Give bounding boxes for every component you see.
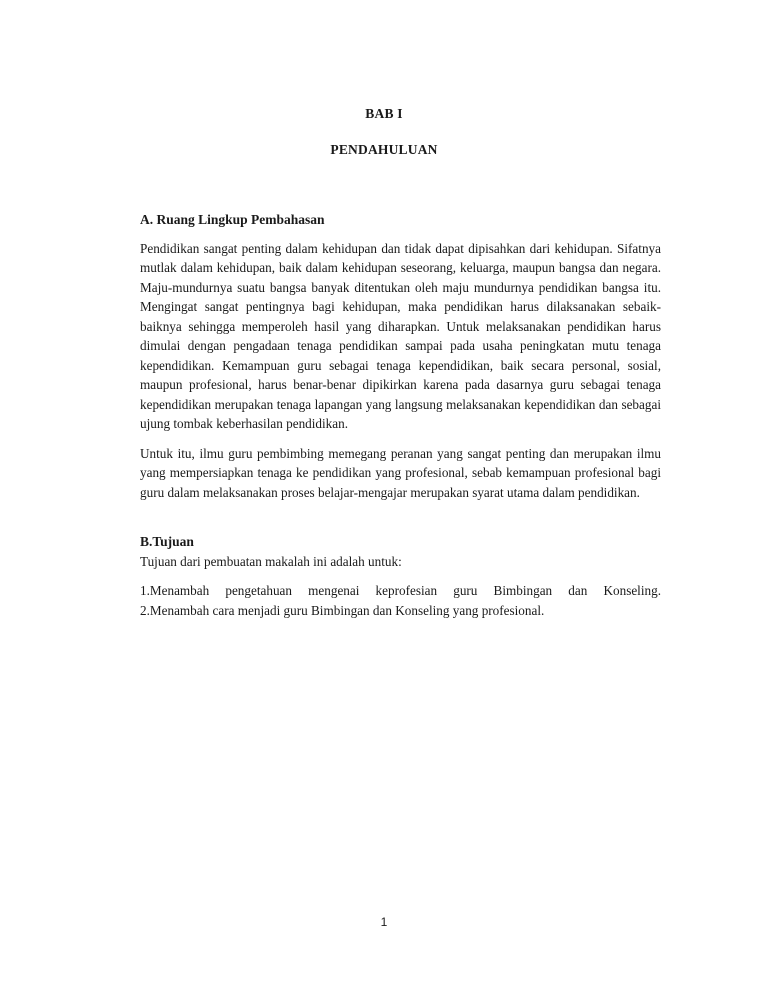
chapter-number: BAB I <box>365 106 403 121</box>
chapter-title: PENDAHULUAN <box>330 142 438 157</box>
section-ruang-lingkup <box>140 210 661 502</box>
section-b-intro: Tujuan dari pembuatan makalah ini adalah untuk: <box>140 553 402 569</box>
section-tujuan <box>140 532 661 620</box>
section-a-paragraph-1: Pendidikan sangat penting dalam kehidupan dan tidak dapat dipisahkan dari kehidupan. Sifatnya mutlak dalam kehidupan, baik dalam kehidupan seseorang, keluarga, maupun bangsa dan negara. Maju-mundurnya suatu bangsa banyak ditentukan oleh maju mundurnya pendidikan bangsa itu. Mengingat sangat pentingnya bagi kehidupan, maka pendidikan harus dilaksanakan sebaik-baiknya sehingga memperoleh hasil yang diharapkan. Untuk melaksanakan pendidikan harus dimulai dengan pengadaan tenaga pendidikan sampai pada usaha peningkatan mutu tenaga kependidikan. Kemampuan guru sebagai tenaga kependidikan, baik secara personal, sosial, maupun profesional, harus benar-benar dipikirkan karena pada dasarnya guru sebagai tenaga kependidikan merupakan tenaga lapangan yang langsung melaksanakan kependidikan dan sebagai ujung tombak keberhasilan pendidikan. <box>140 240 661 431</box>
goal-item-2: 2.Menambah cara menjadi guru Bimbingan dan Konseling yang profesional. <box>140 602 545 618</box>
section-a-heading: A. Ruang Lingkup Pembahasan <box>140 212 325 227</box>
page-number: 1 <box>380 915 388 929</box>
section-a-paragraph-2: Untuk itu, ilmu guru pembimbing memegang peranan yang sangat penting dan merupakan ilmu yang mempersiapkan tenaga ke pendidikan yang profesional, sebab kemampuan profesional bagi guru dalam melaksanakan proses belajar-mengajar merupakan syarat utama dalam pendidikan. <box>140 445 661 500</box>
document-body <box>140 210 661 620</box>
goal-list <box>140 581 661 620</box>
section-b-heading: B.Tujuan <box>140 534 194 549</box>
goal-item-1: 1.Menambah pengetahuan mengenai keprofesian guru Bimbingan dan Konseling. <box>140 583 661 598</box>
